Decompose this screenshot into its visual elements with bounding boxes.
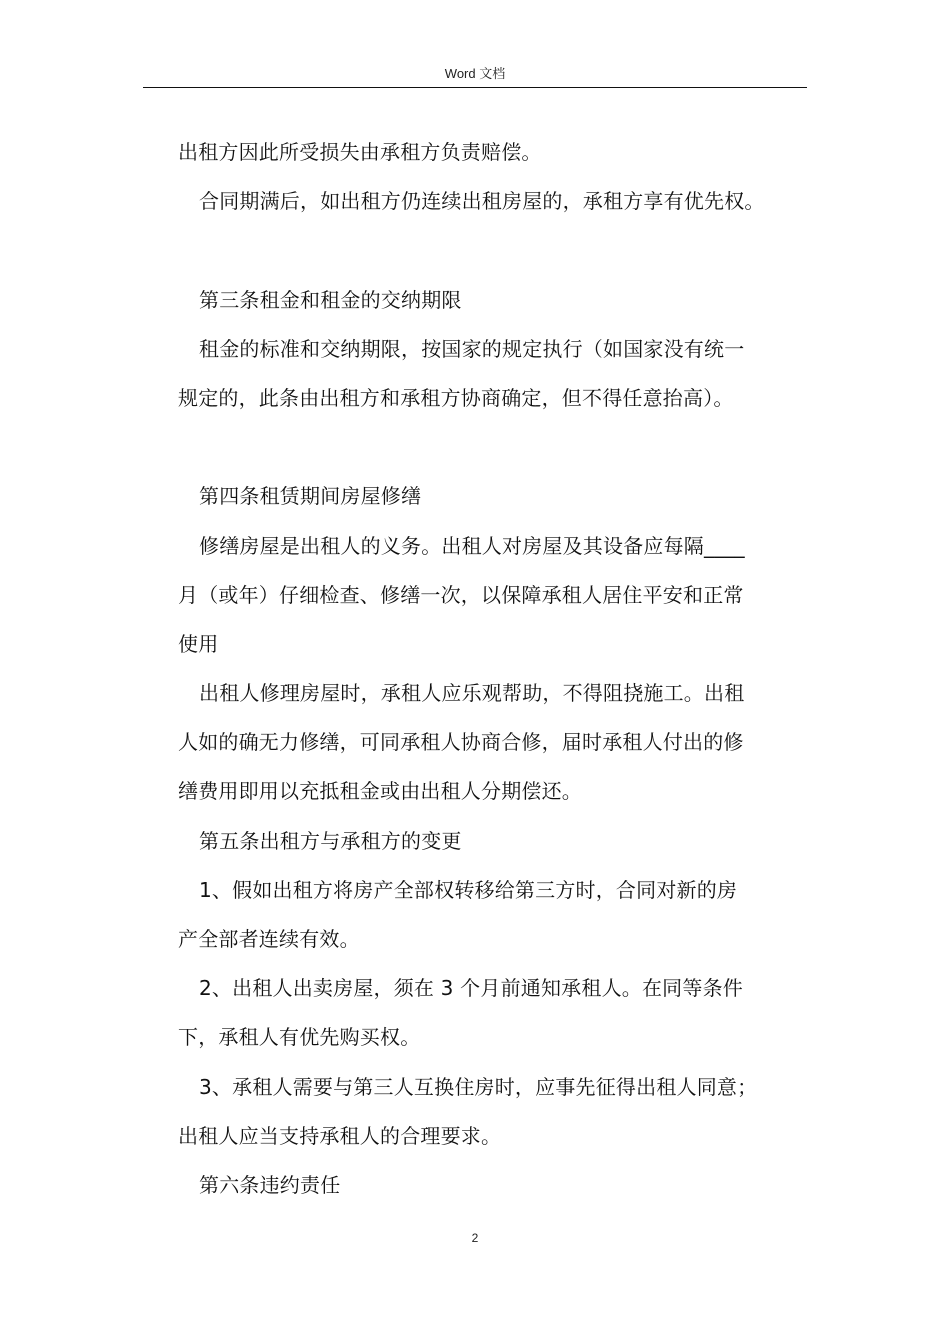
- list-item-2: 2、出租人出卖房屋，须在 3 个月前通知承租人。在同等条件: [199, 976, 743, 1001]
- text-line: 出租人应当支持承租人的合理要求。: [178, 1123, 502, 1148]
- text-line: 产全部者连续有效。: [178, 927, 360, 951]
- text-line: 规定的，此条由出租方和承租方协商确定，但不得任意抬高）。: [178, 385, 734, 410]
- blank-line: [178, 423, 818, 472]
- page-number: 2: [471, 1231, 479, 1245]
- section-heading-5: 第五条出租方与承租方的变更: [199, 828, 462, 853]
- list-item-3: 3、承租人需要与第三人互换住房时，应事先征得出租人同意；: [199, 1074, 758, 1099]
- text-line: 修缮房屋是出租人的义务。出租人对房屋及其设备应每隔____: [199, 533, 745, 558]
- header-divider: [143, 87, 807, 88]
- page-header-title: Word 文档: [444, 66, 506, 81]
- text-line: 出租方因此所受损失由承租方负责赔偿。: [178, 140, 542, 164]
- section-heading-4: 第四条租赁期间房屋修缮: [199, 484, 422, 509]
- text-line: 月（或年）仔细检查、修缮一次，以保障承租人居住平安和正常: [178, 582, 744, 607]
- text-line: 出租人修理房屋时，承租人应乐观帮助，不得阻挠施工。出租: [199, 681, 745, 706]
- text-line: 使用: [178, 631, 219, 656]
- blank-line: [178, 226, 818, 275]
- document-body: [178, 128, 818, 1210]
- section-heading-6: 第六条违约责任: [199, 1172, 341, 1197]
- section-heading-3: 第三条租金和租金的交纳期限: [199, 287, 462, 312]
- text-line: 人如的确无力修缮，可同承租人协商合修，届时承租人付出的修: [178, 730, 744, 755]
- text-line: 缮费用即用以充抵租金或由出租人分期偿还。: [178, 779, 582, 804]
- list-item-1: 1、假如出租方将房产全部权转移给第三方时，合同对新的房: [199, 877, 738, 902]
- text-line: 下，承租人有优先购买权。: [178, 1025, 421, 1050]
- text-line: 合同期满后，如出租方仍连续出租房屋的，承租方享有优先权。: [199, 189, 765, 214]
- text-line: 租金的标准和交纳期限，按国家的规定执行（如国家没有统一: [199, 336, 745, 361]
